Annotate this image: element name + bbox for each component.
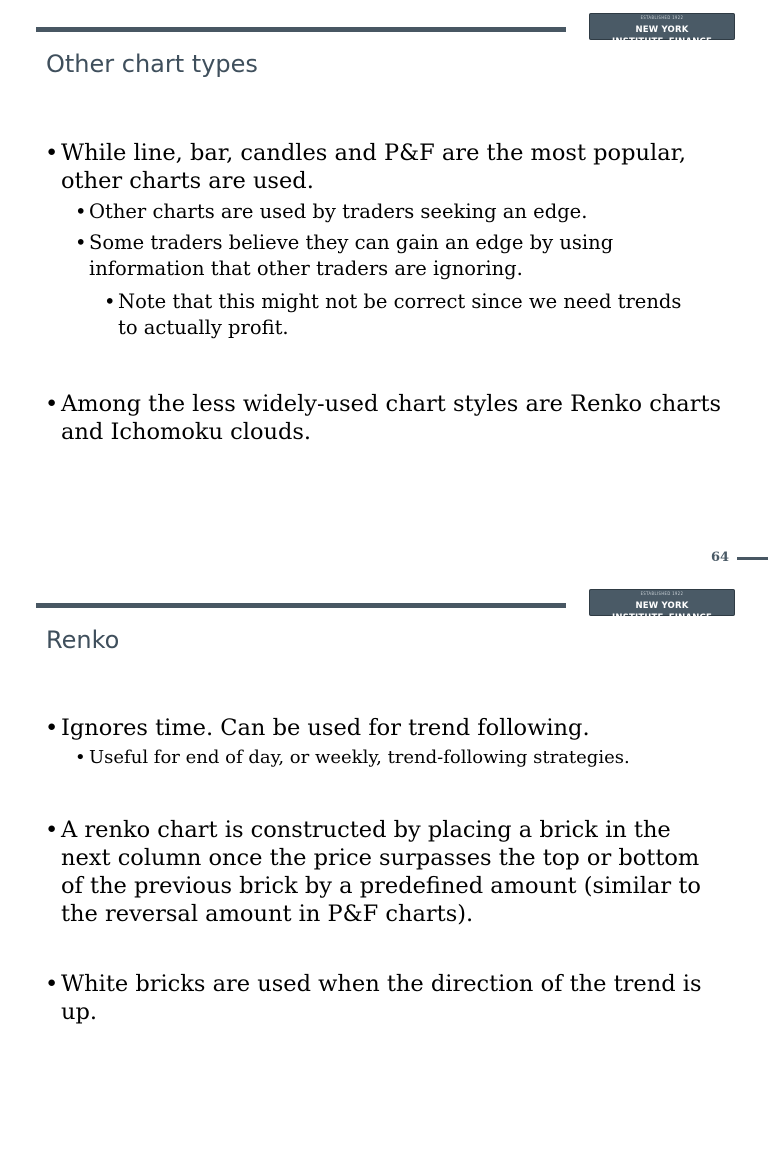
- nyif-logo: [589, 13, 735, 47]
- bullet-level1: • A renko chart is constructed by placing a brick in the next column once the price surpasses the top or bottom of the previous brick by a predefined amount (similar to the reversal amount in P&F charts).: [45, 817, 701, 927]
- bullet-level1: • While line, bar, candles and P&F are the most popular, other charts are used.: [45, 140, 687, 194]
- page-number-rule: [737, 557, 768, 560]
- bullet-level1: • White bricks are used when the direction of the trend is up.: [45, 971, 702, 1025]
- header-bar: [36, 603, 566, 608]
- slide-renko: [0, 576, 768, 1152]
- bullet-level1: • Among the less widely-used chart styles are Renko charts and Ichomoku clouds.: [45, 391, 722, 445]
- nyif-logo: [589, 589, 735, 623]
- logo-name: NEW YORK INSTITUTEofFINANCE: [612, 601, 712, 623]
- bullet-level2: • Useful for end of day, or weekly, trend-following strategies.: [75, 747, 630, 768]
- logo-tagline: ESTABLISHED 1922: [640, 591, 684, 596]
- logo-name: NEW YORK INSTITUTEofFINANCE: [612, 25, 712, 47]
- slide-title: Renko: [46, 626, 120, 654]
- header-bar: [36, 27, 566, 32]
- slide-title: Other chart types: [46, 50, 258, 78]
- page-number: 64: [711, 550, 730, 565]
- bullet-level3: • Note that this might not be correct since we need trends to actually profit.: [104, 290, 682, 339]
- logo-tagline: ESTABLISHED 1922: [640, 15, 684, 20]
- bullet-level2: • Some traders believe they can gain an edge by using information that other traders are ignoring.: [75, 231, 614, 280]
- bullet-level1: • Ignores time. Can be used for trend following.: [45, 715, 590, 741]
- bullet-level2: • Other charts are used by traders seeking an edge.: [75, 200, 588, 223]
